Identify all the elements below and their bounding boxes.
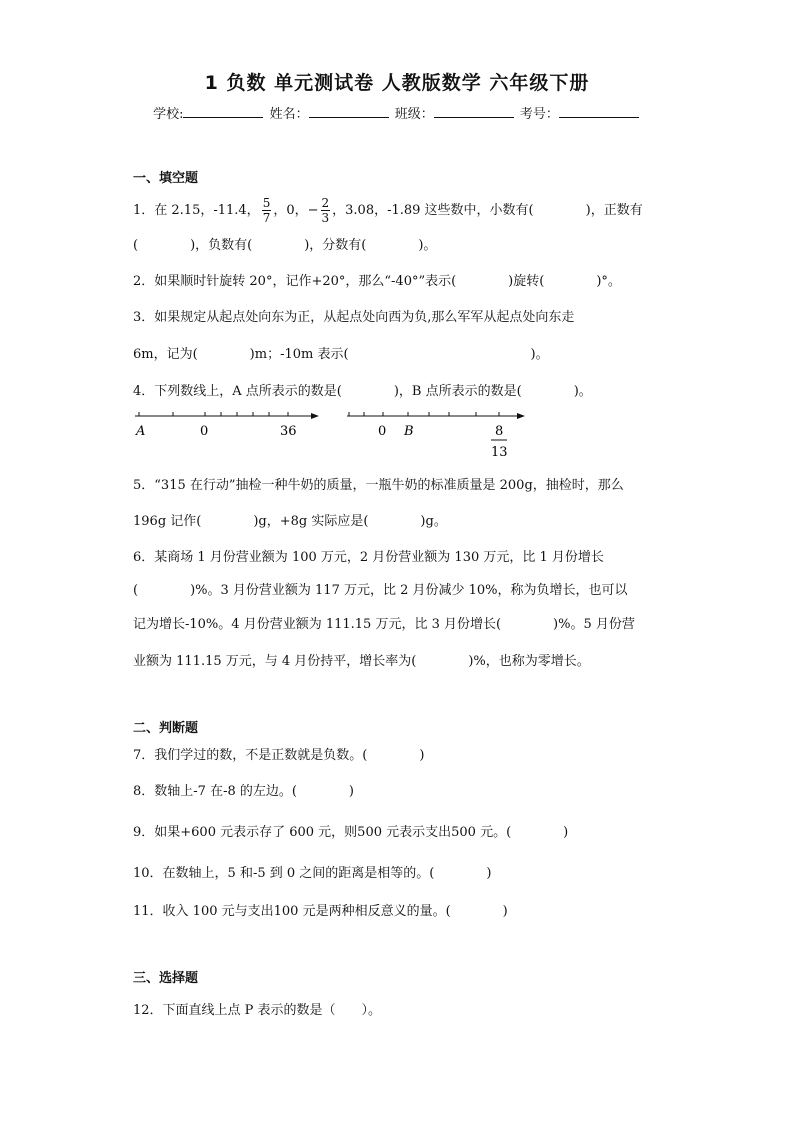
q1-text-b: ，0，− (273, 203, 319, 218)
class-label: 班级： (394, 107, 434, 122)
arrow-head-icon (311, 413, 319, 419)
name-blank[interactable] (309, 105, 389, 118)
question-1-line-1 (133, 196, 643, 225)
question-1-line-2: ( )，负数有( )，分数有( )。 (133, 238, 437, 253)
question-12: 12．下面直线上点 P 表示的数是（ ）。 (133, 1003, 382, 1018)
fraction-denominator: 7 (262, 211, 271, 225)
ticks (139, 412, 288, 416)
end-label: 36 (280, 424, 297, 439)
section-heading-multiple-choice: 三、选择题 (133, 971, 199, 986)
fraction-5-7 (262, 196, 272, 225)
name-label: 姓名： (269, 107, 309, 122)
fraction-numerator: 5 (262, 196, 271, 210)
zero-label: 0 (378, 424, 387, 439)
point-b-label: B (404, 424, 414, 439)
section-heading-fill-blank: 一、填空题 (133, 171, 199, 186)
section-heading-true-false: 二、判断题 (133, 721, 199, 736)
zero-label: 0 (200, 424, 209, 439)
question-9: 9．如果+600 元表示存了 600 元，则500 元表示支出500 元。( ) (133, 825, 569, 840)
fraction-numerator: 2 (321, 196, 330, 210)
question-10: 10．在数轴上，5 和-5 到 0 之间的距离是相等的。( ) (133, 866, 492, 881)
question-6-line-1: 6．某商场 1 月份营业额为 100 万元，2 月份营业额为 130 万元，比 1 月份增长 (133, 550, 604, 565)
question-3-line-1: 3．如果规定从起点处向东为正，从起点处向西为负,那么军军从起点处向东走 (133, 310, 575, 325)
question-6-line-4: 业额为 111.15 万元，与 4 月份持平，增长率为( )%，也称为零增长。 (133, 654, 590, 669)
exam-no-label: 考号： (519, 107, 559, 122)
question-5-line-1: 5．“315 在行动”抽检一种牛奶的质量，一瓶牛奶的标准质量是 200g，抽检时，那么 (133, 478, 624, 493)
fraction-denominator: 13 (491, 445, 508, 460)
class-blank[interactable] (434, 105, 514, 118)
question-3-line-2: 6m，记为( )m；-10m 表示( )。 (133, 347, 549, 362)
fraction-denominator: 3 (321, 211, 330, 225)
question-6-line-2: ( )%。3 月份营业额为 117 万元，比 2 月份减少 10%，称为负增长，也可以 (133, 583, 628, 598)
question-2: 2．如果顺时针旋转 20°，记作+20°，那么“-40°”表示( )旋转( )°。 (133, 274, 621, 289)
point-a-label: A (136, 424, 146, 439)
question-4: 4．下列数线上，A 点所表示的数是( )，B 点所表示的数是( )。 (133, 384, 592, 399)
school-label: 学校: (153, 107, 184, 122)
question-5-line-2: 196g 记作( )g，+8g 实际应是( )g。 (133, 514, 447, 529)
page-title: 1 负数 单元测试卷 人教版数学 六年级下册 (204, 72, 590, 94)
school-blank[interactable] (183, 105, 263, 118)
number-line-b (345, 404, 535, 464)
question-11: 11．收入 100 元与支出100 元是两种相反意义的量。( ) (133, 904, 508, 919)
exam-no-blank[interactable] (559, 105, 639, 118)
ticks (349, 412, 499, 416)
student-info-row (0, 103, 794, 122)
q1-text-c: ，3.08，-1.89 这些数中，小数有( )，正数有 (332, 203, 643, 218)
q1-text-a: 1．在 2.15，-11.4， (133, 203, 260, 218)
arrow-head-icon (517, 413, 525, 419)
fraction-numerator: 8 (495, 424, 504, 439)
question-8: 8．数轴上-7 在-8 的左边。( ) (133, 784, 355, 799)
question-6-line-3: 记为增长-10%。4 月份营业额为 111.15 万元，比 3 月份增长( )%。5 月份营 (133, 617, 635, 632)
question-7: 7．我们学过的数，不是正数就是负数。( ) (133, 748, 425, 763)
fraction-2-3 (321, 196, 331, 225)
number-line-a (133, 404, 323, 444)
